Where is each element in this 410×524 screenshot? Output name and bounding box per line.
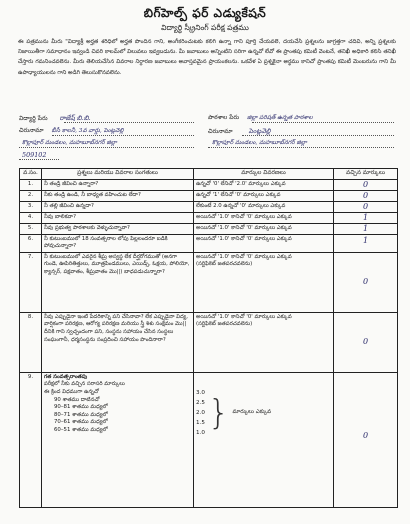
row-mark: 0 [362, 276, 369, 286]
row-question: నీకు తండ్రి ఉండి, నీ బాధ్యత వహించుట లేదా? [42, 190, 194, 201]
table-row [20, 179, 398, 190]
marks-scale [196, 388, 331, 438]
school-address-line-2: కొల్లాపూర్ మండలం, మహబూబ్‌నగర్ జిల్లా [212, 140, 307, 146]
range-item: 90–81 శాతము మధ్యలో [54, 404, 108, 411]
row-mark: 1 [362, 223, 369, 233]
row-number: 5. [20, 223, 42, 234]
row-number: 2. [20, 190, 42, 201]
brace-icon: } [207, 392, 230, 433]
row-question: నీ తల్లి జీవించి ఉన్నదా? [42, 201, 194, 212]
row-question: నీ తండ్రి జీవించి ఉన్నారా? [42, 179, 194, 190]
pin-code-underline [19, 159, 59, 160]
table-row [20, 212, 398, 223]
school-address-value: పెంట్లవెల్లి [248, 127, 271, 135]
table-row [20, 223, 398, 234]
row-number: 4. [20, 212, 42, 223]
row-criteria: అయినచో '1.0' కానిచో '0' మార్కులు ఎక్కువ [194, 223, 334, 234]
row-question: గత సంవత్సరాంతపు [44, 373, 88, 380]
address-underline [52, 135, 194, 136]
range-item: 80–71 శాతము మధ్యలో [54, 411, 108, 418]
range-item: 90 శాతము దాటినచో [54, 396, 100, 403]
scale-values [196, 388, 205, 438]
form-title: విద్యార్థి స్క్రీనింగ్ పరీక్ష పత్రము [161, 23, 249, 32]
table-row [20, 190, 398, 201]
scale-value: 1.5 [196, 419, 205, 426]
instructions-paragraph: ఈ పత్రమును మీరు "విద్యాశ్రీ అర్హత శరిధిలో అర్హత పొందిన గాని, అంగీకరించుటకు కలిగి ఉన్నా గాని పూర్తి చేయవలె, దయచేసి ప్రశ్నలను జాగ్రత్తగా చదివి, అన్ని ప్రశ్నలకు నిజాయితీగా సమాధానం ఇవ్వండి చివరి కాలమ్‌లో విలువలు ఇవ్వబడును. మీ జవాబులు అన్నింటిని సరిగా ఉన్నవో లేవో ఈ ప్రాంతపు కమిటీ వెంటనే, తనిఖీ అధికారి కలిసి తనిఖీ చేస్తారు గమనించవలెను. మీరు తెలియచేసిన వివరాల నిర్ధారణ జవాబులు అవాస్తవమైన ప్రాయంకలను. ఒకవేళ ఏ ప్రశ్నకైనా అర్థము కానిచో ప్రాంతపు కమిటీ మెంబరును గాని మీ ఉపాధ్యాయులను గాని అడిగి తెలుసుకొనవలెను. [18, 39, 396, 76]
range-item: 60–51 శాతము మధ్యలో [54, 426, 108, 433]
range-item: 70–61 శాతము మధ్యలో [54, 419, 108, 426]
address-line-2: కొల్లాపూర్ మండలం, మహబూబ్‌నగర్ జిల్లా [22, 140, 117, 146]
row-number: 3. [20, 201, 42, 212]
school-address-label: చిరునామా [208, 128, 233, 135]
school-name-field [208, 114, 313, 122]
row-criteria-note: (సర్టిఫికెట్ జతపరచవలెను) [196, 321, 253, 328]
school-name-label: పాఠశాల పేరు [208, 114, 240, 121]
row-mark: 0 [362, 336, 369, 346]
pin-code-value: 509102 [22, 151, 47, 159]
organization-title: బిగ్‌హెల్ప్ ఫర్ ఎడ్యుకేషన్ [143, 6, 267, 20]
table-header-row [20, 169, 398, 180]
row-criteria: ఉన్నచో '0' లేనిచో '2.0' మార్కులు ఎక్కువ [194, 179, 334, 190]
row-question: నీ కుటుంబములో ఎవరైన శీఘ్ర అస్వస్థ లేక దీర్ఘరోగముతో (అనగా గుండె, ఊపిరితిత్తులు, మూత్రపిండములు, ఎయిడ్స్, ఓక్షయ, పోలియో, క్యాన్సర్, పక్షవాతం, శీఘ్రవాతం మొ||) బాధపడుచున్నారా? [42, 252, 194, 312]
header-serial-number: వ.సం. [20, 169, 42, 180]
address-value: బీసీ కాలనీ, 3వ వార్డు, పెంట్లవెల్లి [51, 128, 124, 134]
row-number: 9. [20, 372, 42, 507]
table-row [20, 312, 398, 372]
scale-value: 2.0 [196, 409, 205, 416]
row-criteria-note: (సర్టిఫికెట్ జతపరచవలెను) [196, 261, 253, 268]
row-criteria: అయినచో '1.0' కానిచో '0' మార్కులు ఎక్కువ [196, 313, 292, 320]
table-row [20, 252, 398, 312]
address-line-2-underline [19, 147, 194, 148]
header-criteria: మార్కుల వివరణలు [194, 169, 334, 180]
student-name-value: రాజేష్ బి.బి. [59, 114, 91, 122]
row-question-line: ఈ క్రింద విధముగా ఉన్నచో [44, 388, 99, 395]
table-row [20, 201, 398, 212]
row-criteria: ఉన్నచో '1' లేనిచో '0' మార్కులు ఎక్కువ [194, 190, 334, 201]
row-number: 7. [20, 252, 42, 312]
row-question: నీవు ఎప్పుడైనా ఇంటి పేదరికాన్ని పని చేసినావా? లేక ఎప్పుడైనా విద్య, వార్షికంగా పరిరక్షణ, ఆరోగ్య పరిరక్షణ మరియు స్త్రీ శిశు సంక్షేమం మొ|| దీనికి గాని స్వచ్ఛందంగా పని, సంస్థను సహాయం చేసిన సంస్థలు సంఘంగానీ, ధర్మసంస్థను సంప్రదించి సహాయం పొందినారా? [42, 312, 194, 372]
row-question: నీవు బాలికవా? [42, 212, 194, 223]
school-address-underline [242, 135, 394, 136]
row-mark: 1 [362, 235, 369, 245]
header-marks: వచ్చిన మార్కులు [334, 169, 398, 180]
row-criteria: అయినచో '1.0' కానిచో '0' మార్కులు ఎక్కువ [196, 253, 292, 260]
row-mark: 0 [362, 201, 369, 211]
row-number: 8. [20, 312, 42, 372]
scale-value: 1.0 [196, 429, 205, 436]
row-number: 1. [20, 179, 42, 190]
row-mark: 0 [362, 190, 369, 200]
row-question: నీవు ప్రభుత్వ పాఠశాలకు వెళ్ళుచున్నావా? [42, 223, 194, 234]
row-criteria: లేకుంటే 2.0 ఉన్నచో '0' మార్కులు ఎక్కువ [194, 201, 334, 212]
school-address-line-2-underline [208, 147, 394, 148]
table-row [20, 372, 398, 507]
row-question: నీ కుటుంబములో 18 సంవత్సరాల లోపు పిల్లలందరూ బడికి పోవుచున్నారా? [42, 234, 194, 252]
school-name-underline [252, 122, 394, 123]
table-row [20, 234, 398, 252]
row-number: 6. [20, 234, 42, 252]
header-question: ప్రశ్నలు మరియు వివరాల సంగతులు [42, 169, 194, 180]
row-mark: 0 [362, 430, 369, 440]
scale-description: మార్కులు ఎక్కువ [232, 408, 272, 415]
scale-value: 2.5 [196, 399, 205, 406]
row-question-line: పరీక్షలో నీకు వచ్చిన సరాసరి మార్కులు [44, 381, 125, 388]
student-name-label: విద్యార్థి పేరు [19, 115, 48, 122]
row-criteria: అయినచో '1.0' కానిచో '0' మార్కులు ఎక్కువ [194, 234, 334, 252]
screening-table [19, 168, 398, 508]
scale-value: 3.0 [196, 389, 205, 396]
student-name-underline [64, 122, 194, 123]
address-label: చిరునామా [19, 127, 44, 134]
address-field [19, 127, 124, 135]
school-name-value: జిల్లా పరిషత్ ఉన్నత పాఠశాల [247, 115, 313, 121]
row-mark: 0 [362, 179, 369, 189]
row-mark: 1 [362, 212, 369, 222]
row-criteria: అయినచో '1.0' కానిచో '0' మార్కులు ఎక్కువ [194, 212, 334, 223]
